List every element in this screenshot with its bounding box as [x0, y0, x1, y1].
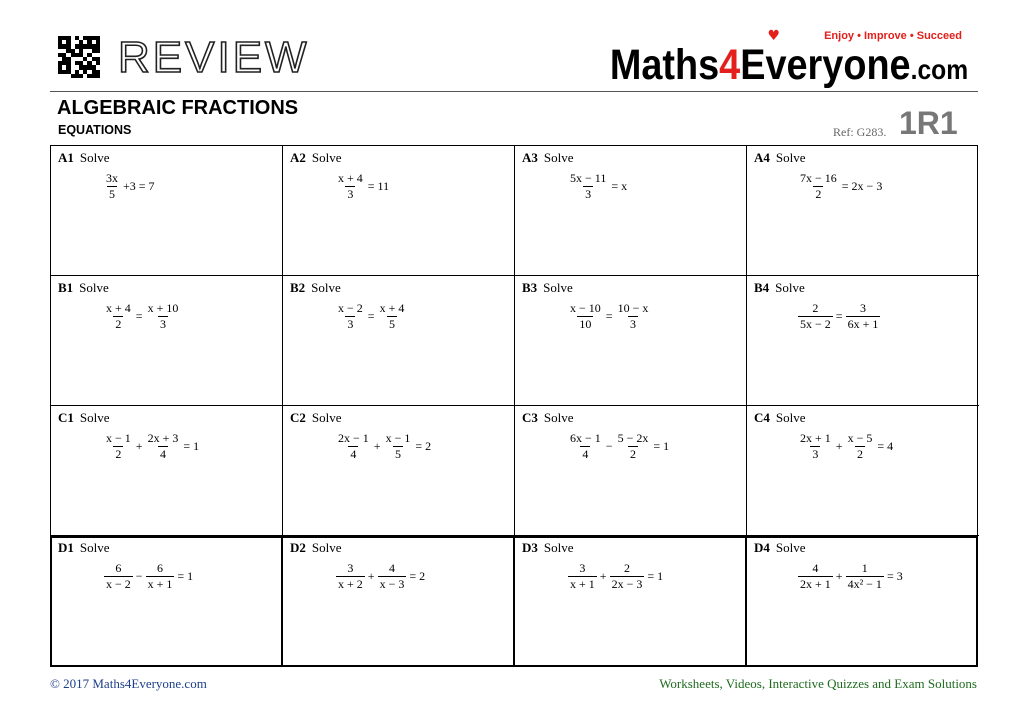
question-instruction: Solve [311, 410, 342, 425]
brand-everyone: Everyone [740, 41, 911, 89]
question-label [290, 410, 342, 426]
equation [103, 561, 195, 592]
numerator: x − 10 [570, 301, 601, 315]
fraction [104, 561, 133, 592]
question-instruction: Solve [775, 280, 805, 295]
equation-operator: = 1 [183, 439, 200, 453]
fraction [616, 431, 651, 462]
question-instruction: Solve [543, 150, 574, 165]
fraction [336, 171, 365, 202]
question-instruction: Solve [775, 150, 806, 165]
equation [797, 301, 881, 332]
question-cell-c2 [283, 406, 515, 536]
question-instruction: Solve [543, 410, 574, 425]
numerator: 3 [579, 561, 586, 575]
question-cell-b1 [51, 276, 283, 406]
question-cell-c1 [51, 406, 283, 536]
question-number: C4 [754, 410, 770, 425]
numerator: 3 [347, 561, 354, 575]
question-number: B4 [754, 280, 770, 295]
denominator: 5x − 2 [800, 317, 831, 331]
numerator: x + 10 [147, 301, 179, 315]
question-cell-a2 [283, 146, 515, 276]
review-heading: REVIEW [118, 33, 310, 82]
equation-operator: + [835, 569, 843, 583]
denominator: 2 [115, 317, 122, 331]
equation-operator: + [599, 569, 607, 583]
denominator: 4x² − 1 [847, 577, 882, 591]
question-label [58, 410, 110, 426]
denominator: 4 [582, 447, 589, 461]
equation [797, 431, 895, 462]
question-instruction: Solve [775, 410, 806, 425]
fraction [378, 301, 407, 332]
equation-operator: + [373, 439, 381, 453]
equation [567, 301, 651, 332]
denominator: x − 2 [106, 577, 131, 591]
equation [335, 301, 407, 332]
question-cell-b4 [747, 276, 979, 406]
equation-operator: = 3 [886, 569, 903, 583]
numerator: 5x − 11 [570, 171, 607, 185]
fraction [104, 301, 133, 332]
equation [103, 431, 201, 462]
fraction [384, 431, 413, 462]
question-cell-a3 [515, 146, 747, 276]
equation-operator: = 1 [177, 569, 194, 583]
numerator: x − 5 [847, 431, 873, 445]
fraction [846, 431, 875, 462]
fraction [610, 561, 645, 592]
equation [335, 561, 427, 592]
denominator: 5 [388, 317, 395, 331]
question-number: D4 [754, 540, 770, 555]
equation-operator: = [367, 309, 375, 323]
fraction [104, 171, 120, 202]
section-d-divider [745, 536, 747, 667]
question-number: D1 [58, 540, 74, 555]
numerator: 7x − 16 [800, 171, 837, 185]
numerator: x − 2 [338, 301, 363, 315]
question-number: C1 [58, 410, 74, 425]
equation-operator: = 1 [647, 569, 664, 583]
equation-operator: = [605, 309, 613, 323]
equation-operator: = 2 [409, 569, 426, 583]
equation-operator: = 11 [367, 179, 390, 193]
fraction [798, 561, 833, 592]
denominator: 3 [159, 317, 166, 331]
question-instruction: Solve [79, 280, 109, 295]
equation-operator: = 4 [877, 439, 894, 453]
equation [335, 171, 391, 202]
denominator: 2 [629, 447, 636, 461]
heart-icon: ♥ [767, 28, 780, 44]
brand-logo [610, 40, 968, 95]
equation [567, 561, 665, 592]
question-number: D2 [290, 540, 306, 555]
numerator: x + 4 [379, 301, 405, 315]
equation-operator: + [135, 439, 143, 453]
question-cell-b2 [283, 276, 515, 406]
question-number: A4 [754, 150, 770, 165]
question-number: A3 [522, 150, 538, 165]
question-cell-c3 [515, 406, 747, 536]
fraction [336, 301, 365, 332]
question-cell-d4 [747, 536, 979, 666]
fraction [146, 561, 175, 592]
question-number: A2 [290, 150, 306, 165]
question-instruction: Solve [79, 410, 110, 425]
equation [335, 431, 433, 462]
numerator: 2x + 3 [147, 431, 179, 445]
question-label [754, 150, 806, 166]
equation-operator: + [835, 439, 843, 453]
question-instruction: Solve [311, 540, 342, 555]
fraction [798, 301, 833, 332]
equation-operator: = 2 [415, 439, 432, 453]
numerator: 3 [859, 301, 866, 315]
denominator: x − 3 [379, 577, 405, 591]
reference-label: Ref: G283. [833, 125, 887, 139]
qr-code [58, 36, 100, 78]
denominator: x + 1 [570, 577, 595, 591]
brand-four: 4 [719, 41, 741, 89]
question-label [754, 280, 805, 296]
equation-operator: = [135, 309, 143, 323]
question-number: A1 [58, 150, 74, 165]
numerator: 2 [812, 301, 819, 315]
page-title: ALGEBRAIC FRACTIONS [57, 97, 299, 119]
denominator: x + 1 [147, 577, 173, 591]
question-number: B1 [58, 280, 74, 295]
question-number: D3 [522, 540, 538, 555]
question-label [754, 540, 806, 556]
denominator: x + 2 [338, 577, 363, 591]
question-label [58, 280, 109, 296]
copyright-link[interactable]: © 2017 Maths4Everyone.com [50, 676, 207, 691]
numerator: 2x − 1 [338, 431, 369, 445]
fraction [568, 561, 597, 592]
question-number: C3 [522, 410, 538, 425]
equation [797, 561, 905, 592]
equation [103, 171, 157, 202]
question-cell-c4 [747, 406, 979, 536]
fraction [616, 301, 651, 332]
numerator: x − 1 [385, 431, 411, 445]
fraction [336, 431, 371, 462]
question-label [290, 540, 342, 556]
brand-maths: Maths [609, 41, 720, 89]
fraction [568, 431, 603, 462]
question-instruction: Solve [311, 280, 341, 295]
question-cell-a1 [51, 146, 283, 276]
question-number: B2 [290, 280, 306, 295]
fraction [798, 171, 839, 202]
numerator: x + 4 [106, 301, 131, 315]
denominator: 10 [579, 317, 592, 331]
denominator: 2 [815, 187, 822, 201]
denominator: 2x − 3 [611, 577, 643, 591]
numerator: 6 [115, 561, 122, 575]
numerator: x + 4 [338, 171, 363, 185]
question-instruction: Solve [543, 540, 574, 555]
equation-operator: − [605, 439, 613, 453]
fraction [568, 301, 603, 332]
fraction [104, 431, 133, 462]
equation [103, 301, 181, 332]
equation-operator: + [367, 569, 375, 583]
question-number: B3 [522, 280, 538, 295]
denominator: 3 [347, 317, 354, 331]
numerator: 3x [106, 171, 118, 185]
question-instruction: Solve [543, 280, 573, 295]
question-label [522, 280, 573, 296]
question-cell-d3 [515, 536, 747, 666]
denominator: 3 [585, 187, 592, 201]
fraction [846, 301, 881, 332]
denominator: 2 [856, 447, 863, 461]
equation-operator: − [135, 569, 143, 583]
equation-operator: +3 = 7 [123, 179, 155, 193]
brand-dotcom: .com [910, 54, 968, 85]
question-label [522, 410, 574, 426]
question-instruction: Solve [311, 150, 342, 165]
denominator: 5 [109, 187, 115, 201]
denominator: 5 [394, 447, 401, 461]
fraction [336, 561, 365, 592]
question-cell-d1 [51, 536, 283, 666]
question-instruction: Solve [79, 540, 110, 555]
fraction [798, 431, 833, 462]
fraction [378, 561, 407, 592]
fraction [568, 171, 608, 202]
question-label [58, 150, 110, 166]
section-d-divider [513, 536, 515, 667]
equation-operator: = 2x − 3 [841, 179, 883, 193]
section-d-divider [281, 536, 283, 667]
question-label [522, 150, 574, 166]
equation [567, 431, 671, 462]
question-instruction: Solve [775, 540, 806, 555]
page-subtitle: EQUATIONS [58, 123, 132, 137]
question-cell-b3 [515, 276, 747, 406]
numerator: 2x + 1 [800, 431, 831, 445]
denominator: 4 [350, 447, 357, 461]
numerator: 4 [812, 561, 819, 575]
numerator: 2 [623, 561, 630, 575]
question-label [522, 540, 574, 556]
denominator: 3 [812, 447, 819, 461]
footer-tagline-link[interactable]: Worksheets, Videos, Interactive Quizzes and Exam Solutions [659, 676, 977, 691]
fraction [846, 561, 884, 592]
denominator: 4 [159, 447, 166, 461]
fraction [146, 431, 181, 462]
denominator: 6x + 1 [847, 317, 879, 331]
numerator: 6 [156, 561, 163, 575]
equation-operator: = x [611, 179, 628, 193]
denominator: 2 [115, 447, 122, 461]
numerator: 6x − 1 [570, 431, 601, 445]
numerator: 10 − x [617, 301, 649, 315]
header-divider [50, 91, 978, 92]
equation-operator: = 1 [653, 439, 670, 453]
question-label [290, 150, 342, 166]
denominator: 3 [629, 317, 636, 331]
equation [797, 171, 884, 202]
question-label [58, 540, 110, 556]
equation-operator: = [835, 309, 843, 323]
brand-tagline: Enjoy • Improve • Succeed [824, 30, 962, 42]
equation [567, 171, 629, 202]
question-instruction: Solve [79, 150, 110, 165]
question-cell-a4 [747, 146, 979, 276]
numerator: 5 − 2x [617, 431, 649, 445]
numerator: x − 1 [106, 431, 131, 445]
worksheet-code: 1R1 [899, 105, 958, 141]
fraction [146, 301, 181, 332]
question-number: C2 [290, 410, 306, 425]
question-label [754, 410, 806, 426]
denominator: 3 [347, 187, 354, 201]
numerator: 4 [388, 561, 395, 575]
numerator: 1 [861, 561, 868, 575]
question-cell-d2 [283, 536, 515, 666]
denominator: 2x + 1 [800, 577, 831, 591]
question-label [290, 280, 341, 296]
